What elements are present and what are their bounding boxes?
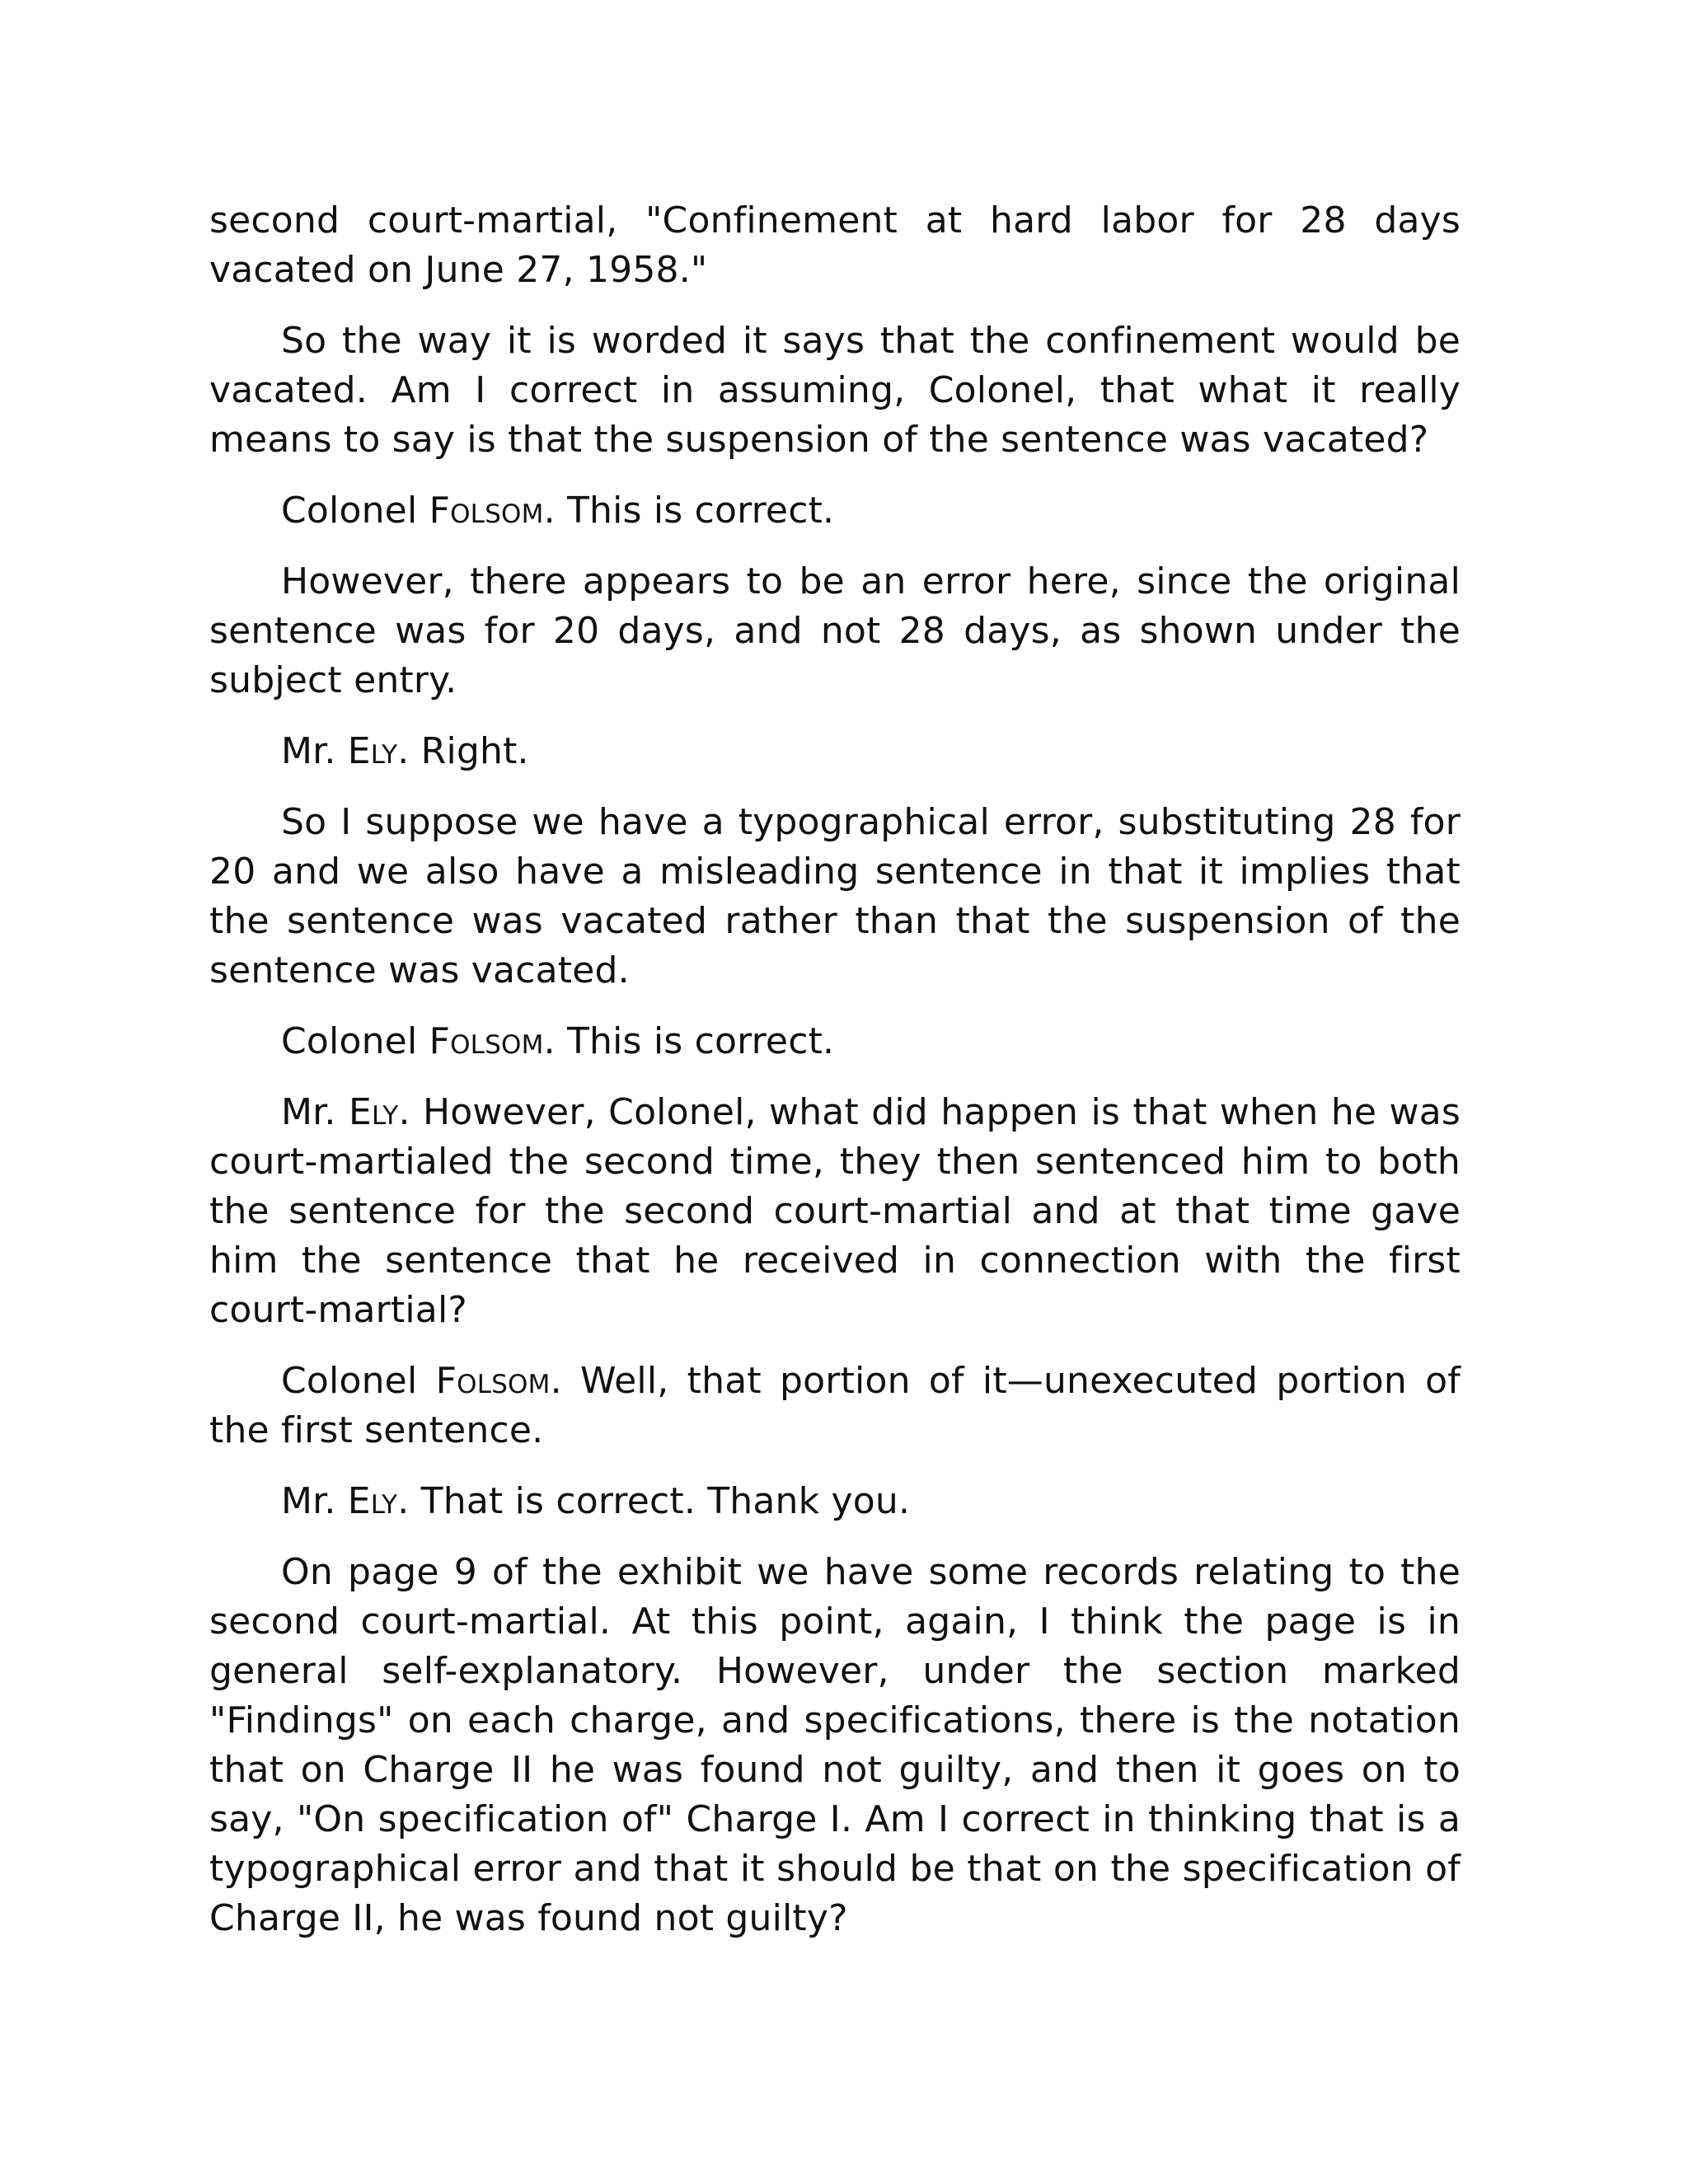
speaker-paragraph [209, 486, 1461, 536]
speaker-name: Ely [348, 1091, 399, 1133]
speaker-name: Folsom [429, 490, 544, 532]
paragraph-text: So I suppose we have a typographical error, substituting 28 for 20 and we also have a misleading sentence in that it implies that the sentence was vacated rather than that the suspension of the sentence was vacated. [209, 801, 1461, 991]
speaker-paragraph [209, 727, 1461, 776]
paragraph-continuation [209, 196, 1461, 295]
speaker-title: Colonel [281, 1020, 429, 1062]
paragraph-text: . This is correct. [543, 490, 835, 532]
speaker-paragraph [209, 1088, 1461, 1335]
speaker-name: Folsom [429, 1020, 544, 1062]
paragraph [209, 1548, 1461, 1943]
document-page [209, 196, 1461, 1965]
paragraph-text: . Well, that portion of it—unexecuted portion of the first sentence. [209, 1360, 1461, 1451]
speaker-title: Colonel [281, 490, 429, 532]
paragraph-text: On page 9 of the exhibit we have some records relating to the second court-martial. At this point, again, I think the page is in general self-explanatory. However, under the section marked "Findings" on each charge, and specifications, there is the notation that on Charge II he was found not guilty, and then it goes on to say, "On specification of" Charge I. Am I correct in thinking that is a typographical error and that it should be that on the specification of Charge II, he was found not guilty? [209, 1551, 1461, 1939]
paragraph-text: . Right. [397, 730, 529, 772]
paragraph-text: . That is correct. Thank you. [397, 1480, 911, 1522]
speaker-title: Mr. [281, 1091, 349, 1133]
paragraph [209, 316, 1461, 465]
paragraph [209, 557, 1461, 705]
paragraph-text: second court-martial, "Confinement at hard labor for 28 days vacated on June 27, 1958." [209, 199, 1461, 291]
paragraph-text: . However, Colonel, what did happen is that when he was court-martialed the second time, they then sentenced him to both the sentence for the second court-martial and at that time gave him the sentence that he received in connection with the first court-martial? [209, 1091, 1461, 1331]
speaker-title: Mr. [281, 730, 348, 772]
speaker-paragraph [209, 1017, 1461, 1066]
speaker-title: Mr. [281, 1480, 348, 1522]
speaker-name: Folsom [435, 1360, 551, 1402]
paragraph-text: . This is correct. [543, 1020, 835, 1062]
speaker-paragraph [209, 1477, 1461, 1526]
paragraph-text: So the way it is worded it says that the confinement would be vacated. Am I correct in assuming, Colonel, that what it really means to say is that the suspension of the sentence was vacated? [209, 320, 1461, 461]
speaker-name: Ely [347, 1480, 398, 1522]
speaker-title: Colonel [281, 1360, 436, 1402]
speaker-name: Ely [347, 730, 398, 772]
speaker-paragraph [209, 1357, 1461, 1455]
paragraph-text: However, there appears to be an error here, since the original sentence was for 20 days, and not 28 days, as shown under the subject entry. [209, 560, 1461, 701]
paragraph [209, 798, 1461, 996]
